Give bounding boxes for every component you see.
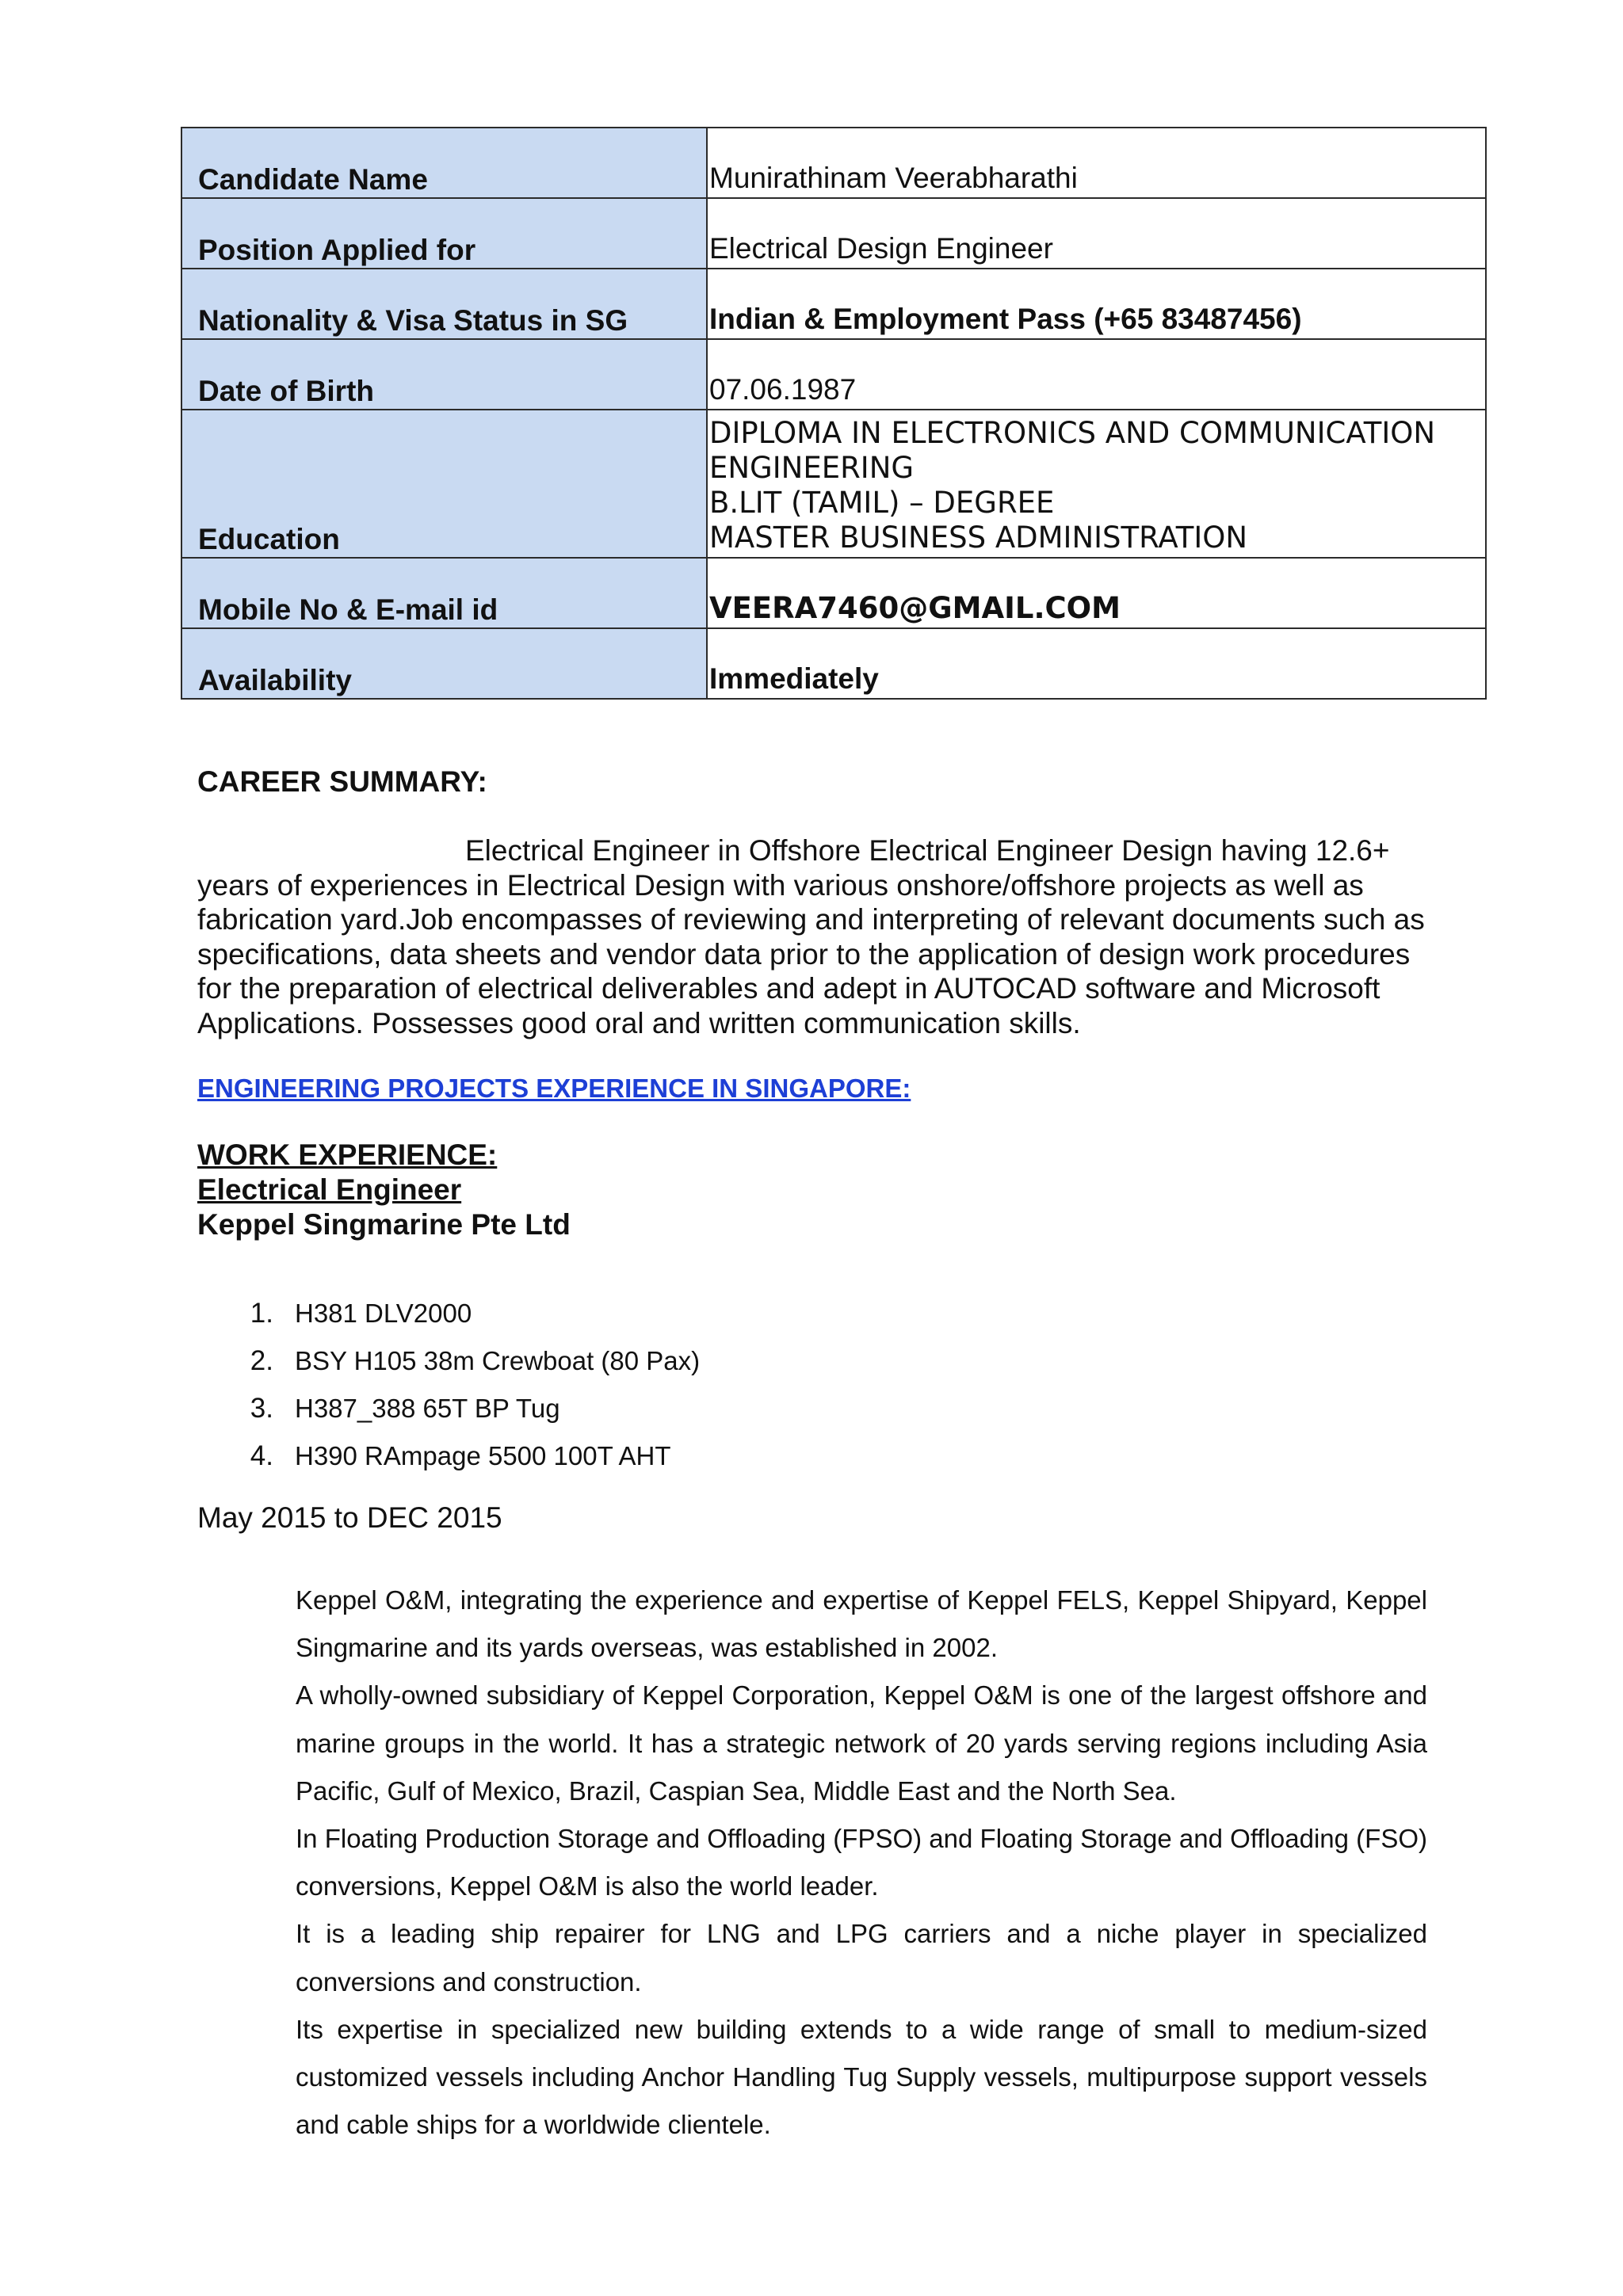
info-label: Availability — [181, 628, 707, 699]
list-number: 3. — [250, 1393, 273, 1424]
info-value: Indian & Employment Pass (+65 83487456) — [707, 269, 1486, 339]
info-label: Date of Birth — [181, 339, 707, 410]
list-number: 4. — [250, 1440, 273, 1471]
project-name: BSY H105 38m Crewboat (80 Pax) — [295, 1346, 701, 1375]
job-role: Electrical Engineer — [197, 1173, 462, 1206]
table-row — [181, 269, 1486, 339]
description-paragraph: In Floating Production Storage and Offloading (FPSO) and Floating Storage and Offloading (FSO) conversions, Keppel O&M is also the world leader. — [296, 1824, 1427, 1901]
info-value: 07.06.1987 — [707, 339, 1486, 410]
table-row — [181, 198, 1486, 269]
employment-period: May 2015 to DEC 2015 — [197, 1501, 502, 1534]
info-value: Immediately — [707, 628, 1486, 699]
table-row — [181, 410, 1486, 558]
career-summary-heading: CAREER SUMMARY: — [197, 765, 487, 798]
info-label: Education — [181, 410, 707, 558]
candidate-info-table — [181, 127, 1487, 700]
work-experience-heading: WORK EXPERIENCE: — [197, 1138, 498, 1171]
list-item — [197, 1337, 700, 1385]
career-summary-text — [197, 833, 1434, 1040]
education-line: B.LIT (TAMIL) – DEGREE — [709, 486, 1055, 520]
info-value: Munirathinam Veerabharathi — [707, 128, 1486, 198]
company-name: Keppel Singmarine Pte Ltd — [197, 1208, 571, 1241]
list-item — [197, 1432, 700, 1480]
project-name: H381 DLV2000 — [295, 1299, 472, 1328]
education-line: MASTER BUSINESS ADMINISTRATION — [709, 521, 1248, 555]
info-label: Position Applied for — [181, 198, 707, 269]
education-line: ENGINEERING — [709, 451, 915, 485]
list-item — [197, 1290, 700, 1337]
table-row — [181, 558, 1486, 628]
description-paragraph: A wholly-owned subsidiary of Keppel Corporation, Keppel O&M is one of the largest offshore and marine groups in the world. It has a strategic network of 20 yards serving regions including Asia Pacific, Gulf of Mexico, Brazil, Caspian Sea, Middle East and the North Sea. — [296, 1680, 1427, 1806]
list-number: 1. — [250, 1298, 273, 1329]
email-value: VEERA7460@GMAIL.COM — [707, 558, 1486, 628]
education-value — [707, 410, 1486, 558]
description-paragraph: It is a leading ship repairer for LNG and LPG carriers and a niche player in specialized conversions and construction. — [296, 1919, 1427, 1997]
projects-heading-link[interactable]: ENGINEERING PROJECTS EXPERIENCE IN SINGAPORE: — [197, 1074, 911, 1103]
project-name: H390 RAmpage 5500 100T AHT — [295, 1441, 671, 1470]
table-row — [181, 128, 1486, 198]
list-number: 2. — [250, 1345, 273, 1376]
info-label: Candidate Name — [181, 128, 707, 198]
description-paragraph: Keppel O&M, integrating the experience and expertise of Keppel FELS, Keppel Shipyard, Keppel Singmarine and its yards overseas, was established in 2002. — [296, 1585, 1427, 1663]
table-row — [181, 339, 1486, 410]
table-row — [181, 628, 1486, 699]
education-line: DIPLOMA IN ELECTRONICS AND COMMUNICATION — [709, 416, 1436, 450]
info-label: Nationality & Visa Status in SG — [181, 269, 707, 339]
description-paragraph: Its expertise in specialized new building extends to a wide range of small to medium-sized customized vessels including Anchor Handling Tug Supply vessels, multipurpose support vessels and cable ships for a worldwide clientele. — [296, 2014, 1427, 2140]
career-summary-body: Electrical Engineer in Offshore Electrical Engineer Design having 12.6+ years of experiences in Electrical Design with various onshore/offshore projects as well as fabrication yard.Job encompasses of reviewing and interpreting of relevant documents such as specifications, data sheets and vendor data prior to the application of design work procedures for the preparation of electrical deliverables and adept in AUTOCAD software and Microsoft Applications. Possesses good oral and written communication skills. — [197, 834, 1425, 1039]
list-item — [197, 1385, 700, 1432]
company-description — [296, 1577, 1427, 2149]
project-name: H387_388 65T BP Tug — [295, 1394, 560, 1423]
project-list — [197, 1290, 700, 1480]
info-value: Electrical Design Engineer — [707, 198, 1486, 269]
work-experience-block — [197, 1138, 571, 1242]
info-label: Mobile No & E-mail id — [181, 558, 707, 628]
